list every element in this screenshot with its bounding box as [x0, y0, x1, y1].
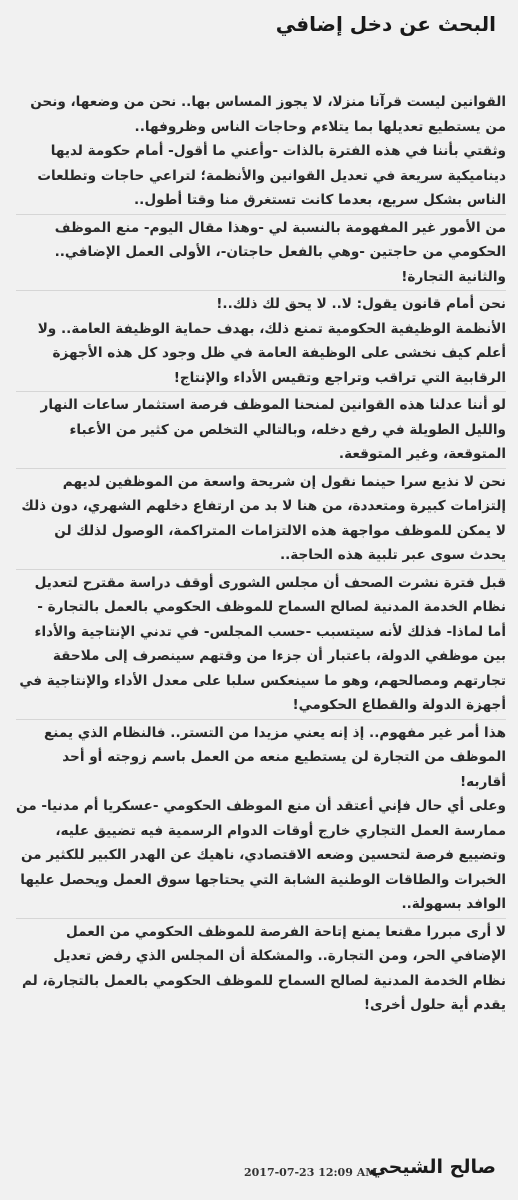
article-title: البحث عن دخل إضافي [275, 12, 496, 36]
divider [16, 214, 506, 215]
paragraph-1: القوانين ليست قرآنا منزلا، لا يجوز المساس بها.. نحن من وضعها، ونحن من يستطيع تعديلها بما يتلاءم وحاجات الناس وظروفها.. [30, 94, 506, 135]
article-footer [0, 1156, 518, 1190]
divider [16, 719, 506, 720]
article-body [16, 90, 506, 1018]
author-name: صالح الشيحي [369, 1156, 496, 1178]
paragraph-5: الأنظمة الوظيفية الحكومية تمنع ذلك، بهدف حماية الوظيفة العامة.. ولا أعلم كيف نخشى على الوظيفة العامة في ظل وجود كل هذه الأجهزة الرقابية التي تراقب وتراجع وتقيس الأداء والإنتاج! [37, 320, 506, 386]
paragraph-10: وعلى أي حال فإني أعتقد أن منع الموظف الحكومي -عسكريا أم مدنيا- من ممارسة العمل التجاري خارج أوقات الدوام الرسمية فيه تضييق عليه، وتضييع فرصة لتحسين وضعه الاقتصادي، ناهيك عن الهدر الكبير للكثير من الخبرات والطاقات الوطنية الشابة التي يحتاجها سوق العمل ويحصل عليها الوافد بسهولة.. [16, 798, 506, 912]
paragraph-6: لو أننا عدلنا هذه القوانين لمنحنا الموظف فرصة استثمار ساعات النهار والليل الطويلة في رفع دخله، وبالتالي التخلص من كثير من الأعباء المتوقعة، وغير المتوقعة. [40, 397, 506, 462]
divider [16, 391, 506, 392]
paragraph-7: نحن لا نذيع سرا حينما نقول إن شريحة واسعة من الموظفين لديهم إلتزامات كبيرة ومتعددة، من هنا لا بد من ارتفاع دخلهم الشهري، دون ذلك لا يمكن للموظف مواجهة هذه الالتزامات المتراكمة، الوصول لذلك لن يحدث سوى عبر تلبية هذه الحاجة.. [21, 473, 506, 563]
divider [16, 290, 506, 291]
paragraph-9: هذا أمر غير مفهوم.. إذ إنه يعني مزيدا من التستر.. فالنظام الذي يمنع الموظف من التجارة لن يستطيع منعه من العمل باسم زوجته أو أحد أقاربه! [44, 724, 506, 790]
timestamp: 2017-07-23 12:09 AM [244, 1166, 378, 1179]
paragraph-11: لا أرى مبررا مقنعا يمنع إتاحة الفرصة للموظف الحكومي من العمل الإضافي الحر، ومن التجارة.. والمشكلة أن المجلس الذي رفض تعديل نظام الخدمة المدنية لصالح السماح للموظف الحكومي بالعمل بالتجارة، لم يقدم أية حلول أخرى! [21, 923, 506, 1013]
paragraph-4: نحن أمام قانون يقول: لا.. لا يحق لك ذلك..! [216, 296, 506, 312]
paragraph-3: من الأمور غير المفهومة بالنسبة لي -وهذا مقال اليوم- منع الموظف الحكومي من حاجتين -وهي بالفعل حاجتان-، الأولى العمل الإضافي.. والثانية التجارة! [54, 219, 506, 285]
divider [16, 918, 506, 919]
paragraph-2: وثقتي بأننا في هذه الفترة بالذات -وأعني ما أقول- أمام حكومة لديها ديناميكية سريعة في تعديل القوانين والأنظمة؛ لتراعي حاجات وتطلعات الناس بشكل سريع، بعدما كانت تستغرق منا وقتا أطول.. [37, 143, 506, 208]
paragraph-8: قبل فترة نشرت الصحف أن مجلس الشورى أوقف دراسة مقترح لتعديل نظام الخدمة المدنية لصالح السماح للموظف الحكومي بالعمل بالتجارة - أما لماذا- فذلك لأنه سيتسبب -حسب المجلس- في تدني الإنتاجية والأداء بين موظفي الدولة، باعتبار أن جزءا من وقتهم سينصرف إلى ملاحقة تجارتهم ومصالحهم، وهو ما سينعكس سلبا على معدل الأداء والإنتاجية في أجهزة الدولة والقطاع الحكومي! [19, 574, 506, 713]
divider [16, 569, 506, 570]
divider [16, 468, 506, 469]
